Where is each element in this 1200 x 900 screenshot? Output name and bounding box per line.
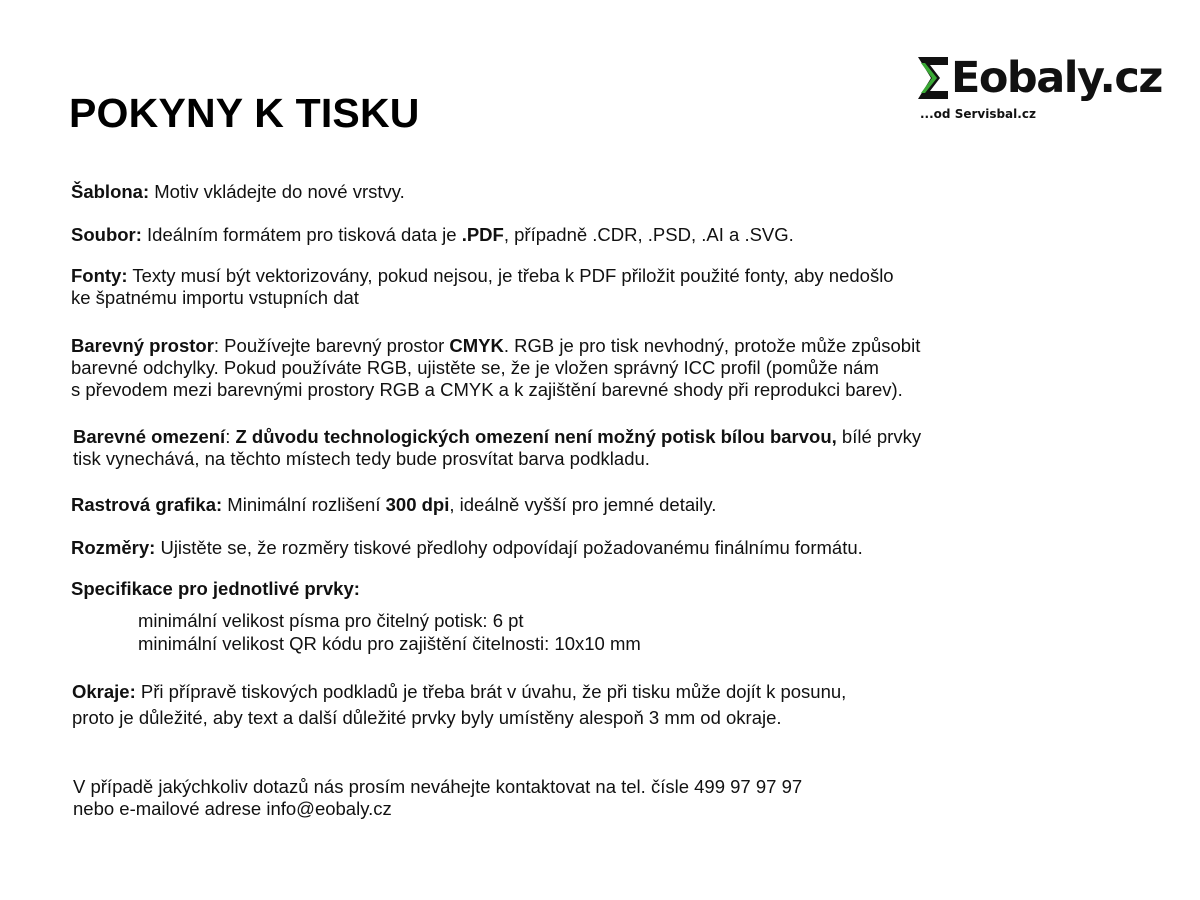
barevny-prostor-text-2: . RGB je pro tisk nevhodný, protože může způsobit [503,335,921,356]
barevny-prostor-cmyk: CMYK [449,335,504,356]
fonty-paragraph [71,265,894,309]
rastrova-grafika-paragraph [71,494,716,516]
soubor-pdf: .PDF [461,224,504,245]
specifikace-label: Specifikace pro jednotlivé prvky: [71,578,360,599]
soubor-paragraph [71,224,794,246]
eobaly-logo [918,53,1162,126]
okraje-label: Okraje: [72,681,136,702]
rozmery-text: Ujistěte se, že rozměry tiskové předlohy odpovídají požadovanému finálnímu formátu. [155,537,863,558]
okraje-paragraph [72,679,846,731]
okraje-line-2: proto je důležité, aby text a další důležité prvky byly umístěny alespoň 3 mm od okraje. [72,707,782,728]
barevny-prostor-text-1: : Používejte barevný prostor [213,335,450,356]
contact-paragraph [73,776,802,820]
logo-tagline: ...od Servisbal.cz [920,107,1036,121]
rastrova-grafika-text-1: Minimální rozlišení [222,494,386,515]
soubor-text-1: Ideálním formátem pro tisková data je [141,224,462,245]
rozmery-paragraph [71,537,863,559]
fonty-line-1: Texty musí být vektorizovány, pokud nejsou, je třeba k PDF přiložit použité fonty, aby nedošlo [127,265,894,286]
rozmery-label: Rozměry: [71,537,156,558]
barevny-prostor-line-2: barevné odchylky. Pokud používáte RGB, ujistěte se, že je vložen správný ICC profil (pomůže nám [71,357,879,378]
sablona-text: Motiv vkládejte do nové vrstvy. [149,181,405,202]
fonty-line-2: ke špatnému importu vstupních dat [71,287,359,308]
contact-line-2: nebo e-mailové adrese info@eobaly.cz [73,798,392,819]
barevne-omezeni-bold: Z důvodu technologických omezení není možný potisk bílou barvou, [235,426,837,447]
page-title: POKYNY K TISKU [69,90,420,136]
logo-name: Eobaly.cz [951,53,1162,103]
soubor-text-2: , případně .CDR, .PSD, .AI a .SVG. [503,224,794,245]
barevne-omezeni-text: bílé prvky [836,426,922,447]
soubor-label: Soubor: [71,224,142,245]
barevny-prostor-paragraph [71,335,920,401]
barevne-omezeni-label: Barevné omezení [73,426,226,447]
sablona-label: Šablona: [71,181,150,202]
barevny-prostor-line-3: s převodem mezi barevnými prostory RGB a CMYK a k zajištění barevné shody při reprodukci barev). [71,379,903,400]
logo-row [918,54,1162,110]
sablona-paragraph [71,181,405,203]
specifikace-heading [71,578,360,600]
contact-line-1: V případě jakýchkoliv dotazů nás prosím neváhejte kontaktovat na tel. čísle 499 97 97 97 [73,776,803,797]
okraje-text: Při přípravě tiskových podkladů je třeba brát v úvahu, že při tisku může dojít k posunu, [135,681,847,702]
barevne-omezeni-line-2: tisk vynechává, na těchto místech tedy bude prosvítat barva podkladu. [73,448,650,469]
barevne-omezeni-paragraph [73,426,921,470]
sigma-logo-icon [918,57,950,99]
rastrova-grafika-label: Rastrová grafika: [71,494,223,515]
fonty-label: Fonty: [71,265,128,286]
rastrova-grafika-dpi: 300 dpi [385,494,450,515]
barevne-omezeni-sep: : [225,426,236,447]
rastrova-grafika-text-2: , ideálně vyšší pro jemné detaily. [449,494,717,515]
specifikace-item: minimální velikost písma pro čitelný potisk: 6 pt [138,610,524,631]
specifikace-item: minimální velikost QR kódu pro zajištění čitelnosti: 10x10 mm [138,633,641,654]
barevny-prostor-label: Barevný prostor [71,335,214,356]
